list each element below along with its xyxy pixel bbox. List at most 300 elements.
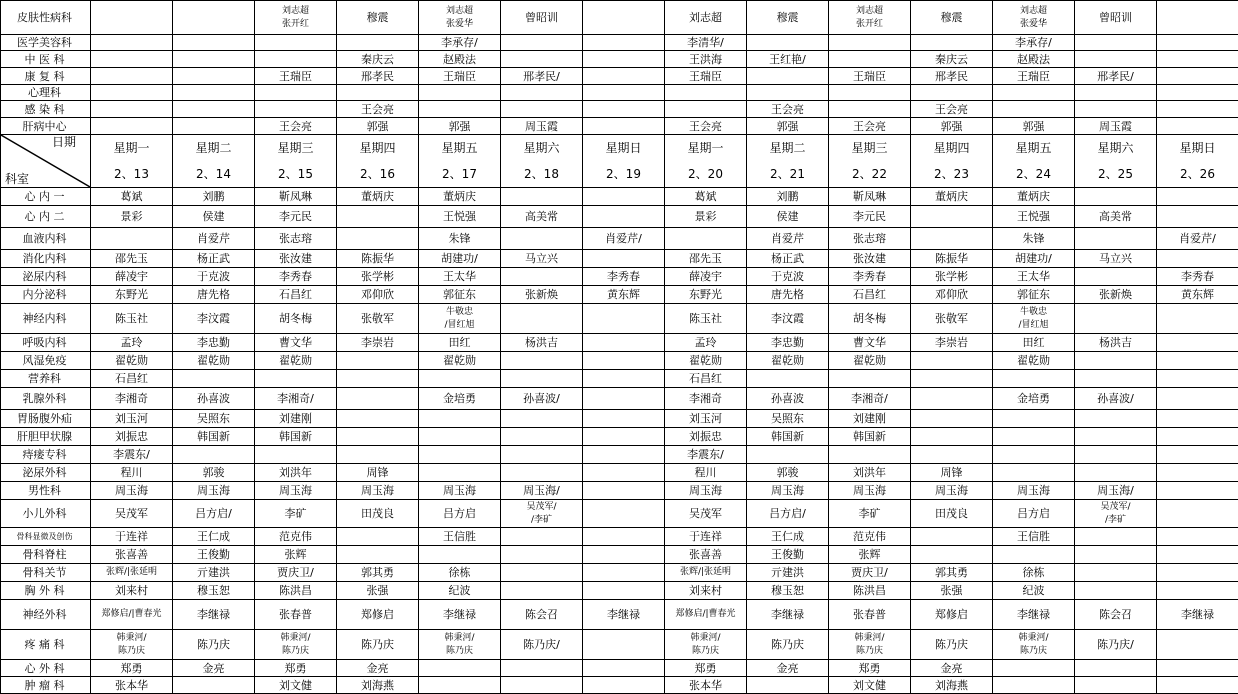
dept-row: [1, 546, 1238, 564]
doctor-cell: [501, 660, 583, 677]
doctor-cell: 张辉/|张延明: [665, 564, 747, 582]
doctor-cell: [911, 388, 993, 410]
weekday-row: [1, 135, 1238, 162]
doctor-cell: [419, 677, 501, 694]
doctor-cell: 韩秉河/ 陈乃庆: [419, 630, 501, 660]
doctor-cell: [1075, 546, 1157, 564]
doctor-cell: 马立兴: [1075, 250, 1157, 268]
doctor-cell: 薛凌宇: [91, 268, 173, 286]
doctor-cell: 于连祥: [91, 528, 173, 546]
doctor-cell: [419, 101, 501, 118]
date-cell: 2、25: [1075, 161, 1157, 188]
doctor-cell: [419, 464, 501, 482]
doctor-cell: [1075, 35, 1157, 51]
doctor-cell: 周锋: [911, 464, 993, 482]
doctor-cell: 金亮: [911, 660, 993, 677]
doctor-cell: 刘振忠: [91, 428, 173, 446]
doctor-cell: [91, 35, 173, 51]
doctor-cell: 刘玉河: [91, 410, 173, 428]
date-cell: 2、20: [665, 161, 747, 188]
doctor-cell: 王悦强: [993, 206, 1075, 228]
doctor-cell: 赵殿法: [419, 51, 501, 68]
doctor-cell: 金亮: [337, 660, 419, 677]
doctor-cell: 胡冬梅: [255, 304, 337, 334]
doctor-cell: [583, 528, 665, 546]
doctor-cell: 孟玲: [91, 334, 173, 352]
doctor-cell: 王瑞臣: [419, 68, 501, 85]
doctor-cell: [583, 250, 665, 268]
dept-row: [1, 228, 1238, 250]
doctor-cell: 李秀春: [255, 268, 337, 286]
doctor-cell: 张辉: [255, 546, 337, 564]
doctor-cell: 黄东辉: [583, 286, 665, 304]
weekday-cell: 星期五: [993, 135, 1075, 162]
doctor-cell: 刘志超 张爱华: [419, 1, 501, 35]
doctor-cell: [993, 410, 1075, 428]
doctor-cell: [337, 410, 419, 428]
doctor-cell: [583, 85, 665, 101]
doctor-cell: [419, 85, 501, 101]
doctor-cell: 侯建: [173, 206, 255, 228]
doctor-cell: [1075, 101, 1157, 118]
doctor-cell: 范克伟: [829, 528, 911, 546]
corner-label-date: 日期: [52, 136, 76, 149]
dept-row: [1, 286, 1238, 304]
doctor-cell: 贾庆卫/: [255, 564, 337, 582]
doctor-cell: 吴茂军: [665, 500, 747, 528]
doctor-cell: [829, 446, 911, 464]
doctor-cell: 李矿: [255, 500, 337, 528]
doctor-cell: [583, 546, 665, 564]
doctor-cell: 靳凤琳: [255, 188, 337, 206]
dept-name: 心 内 二: [1, 206, 91, 228]
doctor-cell: 李汶霞: [173, 304, 255, 334]
date-cell: 2、22: [829, 161, 911, 188]
doctor-cell: [173, 677, 255, 694]
date-cell: 2、24: [993, 161, 1075, 188]
doctor-cell: 赵殿法: [993, 51, 1075, 68]
doctor-cell: [501, 677, 583, 694]
doctor-cell: [255, 51, 337, 68]
doctor-cell: 胡建功/: [993, 250, 1075, 268]
doctor-cell: [665, 101, 747, 118]
doctor-cell: [173, 1, 255, 35]
doctor-cell: 于克波: [747, 268, 829, 286]
doctor-cell: 肖爱芹: [747, 228, 829, 250]
doctor-cell: [747, 370, 829, 388]
doctor-cell: [583, 35, 665, 51]
doctor-cell: [583, 334, 665, 352]
dept-name: 风湿免疫: [1, 352, 91, 370]
doctor-cell: 刘文健: [829, 677, 911, 694]
doctor-cell: [501, 582, 583, 600]
doctor-cell: [1157, 546, 1238, 564]
doctor-cell: 张辉: [829, 546, 911, 564]
dept-name: 神经内科: [1, 304, 91, 334]
doctor-cell: 李继禄: [1157, 600, 1238, 630]
doctor-cell: [91, 228, 173, 250]
doctor-cell: 韩国新: [173, 428, 255, 446]
doctor-cell: [255, 35, 337, 51]
doctor-cell: 吕方启: [419, 500, 501, 528]
dept-row: [1, 446, 1238, 464]
doctor-cell: 薛凌宇: [665, 268, 747, 286]
doctor-cell: [1075, 85, 1157, 101]
doctor-cell: 邵先玉: [665, 250, 747, 268]
doctor-cell: 张学彬: [337, 268, 419, 286]
doctor-cell: [173, 35, 255, 51]
doctor-cell: [501, 528, 583, 546]
doctor-cell: [1075, 446, 1157, 464]
doctor-cell: 亓建洪: [747, 564, 829, 582]
doctor-cell: 金亮: [173, 660, 255, 677]
bottom-section: [1, 188, 1238, 694]
doctor-cell: 秦庆云: [911, 51, 993, 68]
date-cell: 2、23: [911, 161, 993, 188]
dept-row: [1, 85, 1238, 101]
doctor-cell: 李湘奇: [665, 388, 747, 410]
doctor-cell: 李元民: [829, 206, 911, 228]
doctor-cell: [583, 410, 665, 428]
doctor-cell: 韩国新: [255, 428, 337, 446]
doctor-cell: 穆震: [337, 1, 419, 35]
dept-name: 心理科: [1, 85, 91, 101]
doctor-cell: [1075, 51, 1157, 68]
doctor-cell: [1075, 677, 1157, 694]
doctor-cell: [1157, 118, 1238, 135]
doctor-cell: [91, 85, 173, 101]
doctor-cell: [993, 101, 1075, 118]
date-cell: 2、19: [583, 161, 665, 188]
doctor-cell: [501, 101, 583, 118]
doctor-cell: 石昌红: [829, 286, 911, 304]
doctor-cell: 张新焕: [1075, 286, 1157, 304]
doctor-cell: [1157, 68, 1238, 85]
doctor-cell: 李矿: [829, 500, 911, 528]
doctor-cell: 韩秉河/ 陈乃庆: [993, 630, 1075, 660]
doctor-cell: 肖爱芹/: [1157, 228, 1238, 250]
doctor-cell: 李秀春: [829, 268, 911, 286]
corner-label-dept: 科室: [5, 173, 29, 186]
doctor-cell: 李湘奇: [91, 388, 173, 410]
doctor-cell: 张强: [911, 582, 993, 600]
dept-row: [1, 388, 1238, 410]
doctor-cell: 周锋: [337, 464, 419, 482]
doctor-cell: 邓仰欣: [911, 286, 993, 304]
doctor-cell: [337, 428, 419, 446]
doctor-cell: 陈乃庆: [911, 630, 993, 660]
doctor-cell: [501, 51, 583, 68]
doctor-cell: 张志瑢: [255, 228, 337, 250]
doctor-cell: [911, 410, 993, 428]
doctor-cell: [1157, 388, 1238, 410]
dept-name: 营养科: [1, 370, 91, 388]
doctor-cell: [911, 206, 993, 228]
doctor-cell: [1075, 370, 1157, 388]
doctor-cell: [501, 85, 583, 101]
doctor-cell: 韩国新: [829, 428, 911, 446]
doctor-cell: 吴茂军/ /李矿: [1075, 500, 1157, 528]
weekday-cell: 星期三: [829, 135, 911, 162]
doctor-cell: [583, 352, 665, 370]
doctor-cell: [419, 410, 501, 428]
doctor-cell: [583, 51, 665, 68]
doctor-cell: 李继禄: [747, 600, 829, 630]
doctor-cell: 郑勇: [829, 660, 911, 677]
doctor-cell: [1075, 268, 1157, 286]
doctor-cell: [173, 370, 255, 388]
doctor-cell: [993, 446, 1075, 464]
doctor-cell: 周玉海/: [501, 482, 583, 500]
doctor-cell: [993, 660, 1075, 677]
doctor-cell: [337, 35, 419, 51]
doctor-cell: 董炳庆: [419, 188, 501, 206]
doctor-cell: 范克伟: [255, 528, 337, 546]
doctor-cell: 邢孝民: [337, 68, 419, 85]
doctor-cell: [911, 35, 993, 51]
doctor-cell: 陈洪昌: [829, 582, 911, 600]
doctor-cell: 董炳庆: [993, 188, 1075, 206]
dept-name: 神经外科: [1, 600, 91, 630]
doctor-cell: 肖爱芹: [173, 228, 255, 250]
dept-row: [1, 464, 1238, 482]
doctor-cell: [501, 564, 583, 582]
doctor-cell: 郭骏: [173, 464, 255, 482]
doctor-cell: 王仁成: [747, 528, 829, 546]
doctor-cell: [993, 428, 1075, 446]
dept-name: 骨科脊柱: [1, 546, 91, 564]
doctor-cell: 曹文华: [255, 334, 337, 352]
doctor-cell: 吴茂军: [91, 500, 173, 528]
doctor-cell: 郑修启/|曹春光: [91, 600, 173, 630]
doctor-cell: [91, 101, 173, 118]
doctor-cell: 穆震: [747, 1, 829, 35]
doctor-cell: 李秀春: [583, 268, 665, 286]
doctor-cell: 王信胜: [419, 528, 501, 546]
doctor-cell: [337, 228, 419, 250]
doctor-cell: 周玉海: [829, 482, 911, 500]
doctor-cell: 刘志超 张开红: [255, 1, 337, 35]
doctor-cell: 邢孝民/: [1075, 68, 1157, 85]
dept-name: 泌尿内科: [1, 268, 91, 286]
doctor-cell: [583, 206, 665, 228]
doctor-cell: 刘文健: [255, 677, 337, 694]
doctor-cell: 田红: [419, 334, 501, 352]
doctor-cell: [583, 630, 665, 660]
doctor-cell: 周玉海: [911, 482, 993, 500]
doctor-cell: 程川: [665, 464, 747, 482]
dept-row: [1, 206, 1238, 228]
dept-row: [1, 51, 1238, 68]
doctor-cell: [1075, 528, 1157, 546]
weekday-cell: 星期三: [255, 135, 337, 162]
dept-name: 肿 瘤 科: [1, 677, 91, 694]
doctor-cell: [91, 118, 173, 135]
doctor-cell: [173, 118, 255, 135]
doctor-cell: [747, 85, 829, 101]
doctor-cell: 牛敬忠 /冒红旭: [993, 304, 1075, 334]
doctor-cell: [255, 101, 337, 118]
dept-row: [1, 68, 1238, 85]
dept-name: 中 医 科: [1, 51, 91, 68]
doctor-cell: [911, 528, 993, 546]
doctor-cell: 朱锋: [993, 228, 1075, 250]
doctor-cell: [911, 228, 993, 250]
dept-row: [1, 582, 1238, 600]
doctor-cell: [583, 677, 665, 694]
dept-row: [1, 370, 1238, 388]
doctor-cell: [337, 370, 419, 388]
dept-name: 胃肠腹外疝: [1, 410, 91, 428]
doctor-cell: 周玉海: [173, 482, 255, 500]
doctor-cell: 韩秉河/ 陈乃庆: [255, 630, 337, 660]
doctor-cell: [1157, 370, 1238, 388]
doctor-cell: 张辉/|张延明: [91, 564, 173, 582]
dept-name: 感 染 科: [1, 101, 91, 118]
doctor-cell: 孙喜波: [173, 388, 255, 410]
doctor-cell: 王信胜: [993, 528, 1075, 546]
doctor-cell: 韩秉河/ 陈乃庆: [91, 630, 173, 660]
dept-row: [1, 101, 1238, 118]
doctor-cell: 李忠勤: [747, 334, 829, 352]
doctor-cell: 杨正武: [747, 250, 829, 268]
doctor-cell: 肖爱芹/: [583, 228, 665, 250]
doctor-cell: 程川: [91, 464, 173, 482]
doctor-cell: 邢孝民: [911, 68, 993, 85]
dept-row: [1, 188, 1238, 206]
doctor-cell: 翟乾勋: [255, 352, 337, 370]
doctor-cell: 王仁成: [173, 528, 255, 546]
doctor-cell: [337, 352, 419, 370]
doctor-cell: 郭其勇: [337, 564, 419, 582]
doctor-cell: [911, 352, 993, 370]
doctor-cell: [583, 582, 665, 600]
dept-row: [1, 35, 1238, 51]
doctor-cell: 李湘奇/: [255, 388, 337, 410]
doctor-cell: [1157, 334, 1238, 352]
doctor-cell: [1075, 428, 1157, 446]
doctor-cell: 景彩: [91, 206, 173, 228]
doctor-cell: 刘志超 张开红: [829, 1, 911, 35]
doctor-cell: [993, 370, 1075, 388]
doctor-cell: 李继禄: [173, 600, 255, 630]
dept-row: [1, 1, 1238, 35]
doctor-cell: 葛斌: [665, 188, 747, 206]
dept-name: 乳腺外科: [1, 388, 91, 410]
doctor-cell: [1157, 428, 1238, 446]
doctor-cell: 王会亮: [829, 118, 911, 135]
doctor-cell: 孙喜波/: [1075, 388, 1157, 410]
doctor-cell: 胡建功/: [419, 250, 501, 268]
doctor-cell: 田茂良: [337, 500, 419, 528]
doctor-cell: 田红: [993, 334, 1075, 352]
doctor-cell: 曹文华: [829, 334, 911, 352]
doctor-cell: 王红艳/: [747, 51, 829, 68]
doctor-cell: 周玉海: [337, 482, 419, 500]
doctor-cell: 董炳庆: [337, 188, 419, 206]
doctor-cell: [747, 68, 829, 85]
doctor-cell: 杨洪吉: [1075, 334, 1157, 352]
doctor-cell: 周玉海: [993, 482, 1075, 500]
doctor-cell: 翟乾勋: [91, 352, 173, 370]
dept-name: 内分泌科: [1, 286, 91, 304]
doctor-cell: 王太华: [419, 268, 501, 286]
doctor-cell: 吴照东: [173, 410, 255, 428]
dept-name: 胸 外 科: [1, 582, 91, 600]
doctor-cell: [583, 101, 665, 118]
doctor-cell: 王瑞臣: [255, 68, 337, 85]
doctor-cell: 李崇岩: [911, 334, 993, 352]
doctor-cell: 张汝建: [255, 250, 337, 268]
doctor-cell: 周玉海: [747, 482, 829, 500]
date-header: [1, 135, 1238, 188]
weekday-cell: 星期日: [583, 135, 665, 162]
doctor-cell: 郭强: [993, 118, 1075, 135]
doctor-cell: [829, 370, 911, 388]
doctor-cell: 周玉海: [665, 482, 747, 500]
doctor-cell: 刘玉河: [665, 410, 747, 428]
doctor-cell: 唐先格: [747, 286, 829, 304]
dept-row: [1, 410, 1238, 428]
dept-name: 小儿外科: [1, 500, 91, 528]
doctor-cell: [1075, 228, 1157, 250]
date-cell: 2、14: [173, 161, 255, 188]
doctor-cell: [337, 546, 419, 564]
doctor-cell: 李湘奇/: [829, 388, 911, 410]
doctor-cell: [583, 118, 665, 135]
doctor-cell: 张新焕: [501, 286, 583, 304]
doctor-cell: 王洪海: [665, 51, 747, 68]
doctor-cell: [583, 68, 665, 85]
doctor-cell: [1157, 206, 1238, 228]
doctor-cell: 郑勇: [665, 660, 747, 677]
doctor-cell: 郑勇: [255, 660, 337, 677]
doctor-cell: 杨洪吉: [501, 334, 583, 352]
doctor-cell: [1157, 677, 1238, 694]
doctor-cell: 张敬军: [911, 304, 993, 334]
dept-row: [1, 677, 1238, 694]
weekday-cell: 星期六: [1075, 135, 1157, 162]
doctor-cell: [173, 446, 255, 464]
doctor-cell: 穆玉恕: [173, 582, 255, 600]
doctor-cell: 徐栋: [993, 564, 1075, 582]
doctor-cell: [911, 85, 993, 101]
corner-header-cell: [1, 135, 91, 188]
doctor-cell: 张敬军: [337, 304, 419, 334]
doctor-cell: [173, 68, 255, 85]
doctor-cell: 张志瑢: [829, 228, 911, 250]
doctor-cell: 郑勇: [91, 660, 173, 677]
dept-row: [1, 500, 1238, 528]
doctor-cell: 郭征东: [993, 286, 1075, 304]
doctor-cell: 王太华: [993, 268, 1075, 286]
doctor-cell: 李继禄: [583, 600, 665, 630]
doctor-cell: 陈乃庆: [747, 630, 829, 660]
doctor-cell: 翟乾勋: [419, 352, 501, 370]
doctor-cell: [91, 51, 173, 68]
doctor-cell: [911, 446, 993, 464]
dept-row: [1, 482, 1238, 500]
doctor-cell: 刘鹏: [747, 188, 829, 206]
doctor-cell: 刘志超: [665, 1, 747, 35]
doctor-cell: [419, 546, 501, 564]
doctor-cell: 张本华: [665, 677, 747, 694]
doctor-cell: [1157, 35, 1238, 51]
doctor-cell: 刘建刚: [255, 410, 337, 428]
dept-name: 血液内科: [1, 228, 91, 250]
doctor-cell: [829, 51, 911, 68]
doctor-cell: 郑修启: [337, 600, 419, 630]
